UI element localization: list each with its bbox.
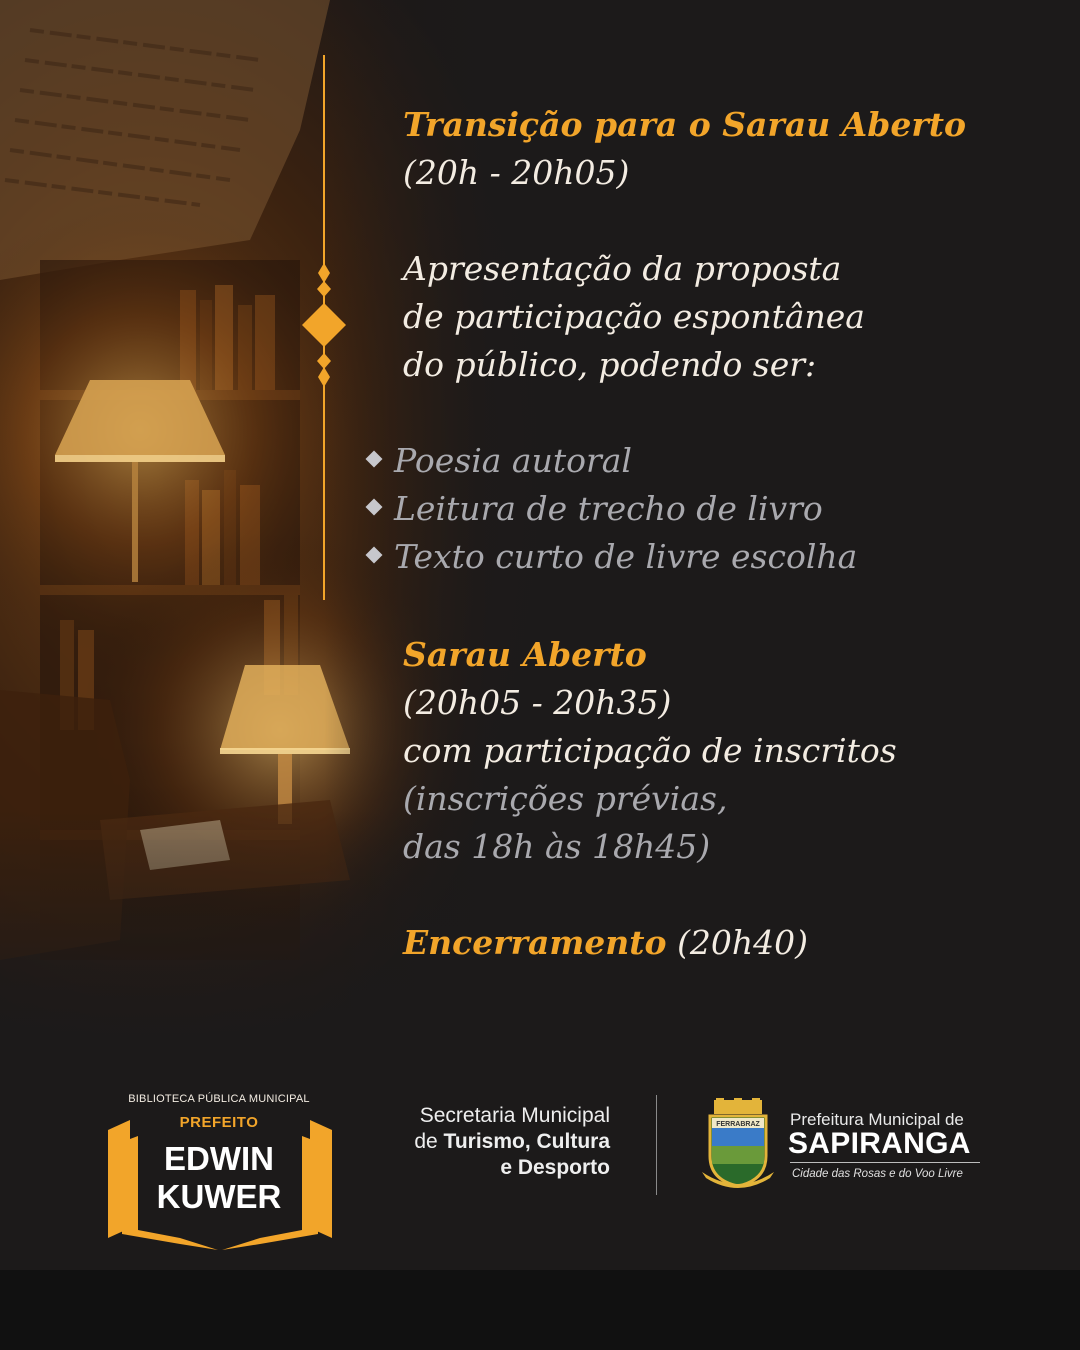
sarau-title: Sarau Aberto bbox=[403, 635, 647, 674]
diamond-bullet-icon bbox=[366, 547, 383, 564]
option-label: Texto curto de livre escolha bbox=[394, 537, 858, 576]
closing-time: (20h40) bbox=[677, 923, 809, 962]
intro-line-1: Apresentação da proposta bbox=[403, 249, 842, 288]
library-name-line-1: EDWIN bbox=[164, 1140, 274, 1177]
option-item bbox=[368, 485, 823, 533]
intro-line-3: do público, podendo ser: bbox=[403, 345, 817, 384]
option-label: Poesia autoral bbox=[394, 441, 632, 480]
closing-line bbox=[403, 919, 808, 967]
city-crest-icon bbox=[700, 1098, 776, 1194]
secretaria-line-2 bbox=[414, 1130, 610, 1154]
library-name-line-2: KUWER bbox=[156, 1178, 282, 1215]
transition-time: (20h - 20h05) bbox=[403, 153, 630, 192]
prefeitura-label: Prefeitura Municipal de bbox=[790, 1110, 964, 1129]
secretaria-line-2-bold: Turismo, Cultura bbox=[443, 1130, 610, 1153]
prefeitura-tagline: Cidade das Rosas e do Voo Livre bbox=[792, 1168, 963, 1180]
secretaria-line-3: e Desporto bbox=[500, 1156, 610, 1179]
diamond-bullet-icon bbox=[366, 451, 383, 468]
sarau-note-line-1: (inscrições prévias, bbox=[403, 779, 728, 818]
prefeitura-underline bbox=[790, 1162, 980, 1163]
transition-title: Transição para o Sarau Aberto bbox=[403, 105, 966, 144]
secretaria-line-2-prefix: de bbox=[414, 1130, 444, 1153]
library-label: BIBLIOTECA PÚBLICA MUNICIPAL bbox=[128, 1093, 310, 1105]
intro-line-2: de participação espontânea bbox=[403, 297, 865, 336]
library-prefix: PREFEITO bbox=[179, 1114, 259, 1131]
option-item bbox=[368, 437, 632, 485]
diamond-bullet-icon bbox=[366, 499, 383, 516]
secretaria-line-1: Secretaria Municipal bbox=[419, 1104, 610, 1127]
closing-title: Encerramento bbox=[403, 923, 667, 962]
crest-label: FERRABRAZ bbox=[716, 1121, 760, 1128]
option-item bbox=[368, 533, 857, 581]
ornamental-divider bbox=[300, 55, 348, 600]
sarau-description: com participação de inscritos bbox=[403, 731, 897, 770]
footer-divider bbox=[656, 1095, 657, 1195]
option-label: Leitura de trecho de livro bbox=[394, 489, 823, 528]
sarau-note-line-2: das 18h às 18h45) bbox=[403, 827, 711, 866]
bottom-band bbox=[0, 1270, 1080, 1350]
sarau-time: (20h05 - 20h35) bbox=[403, 683, 672, 722]
prefeitura-name: SAPIRANGA bbox=[788, 1127, 971, 1160]
